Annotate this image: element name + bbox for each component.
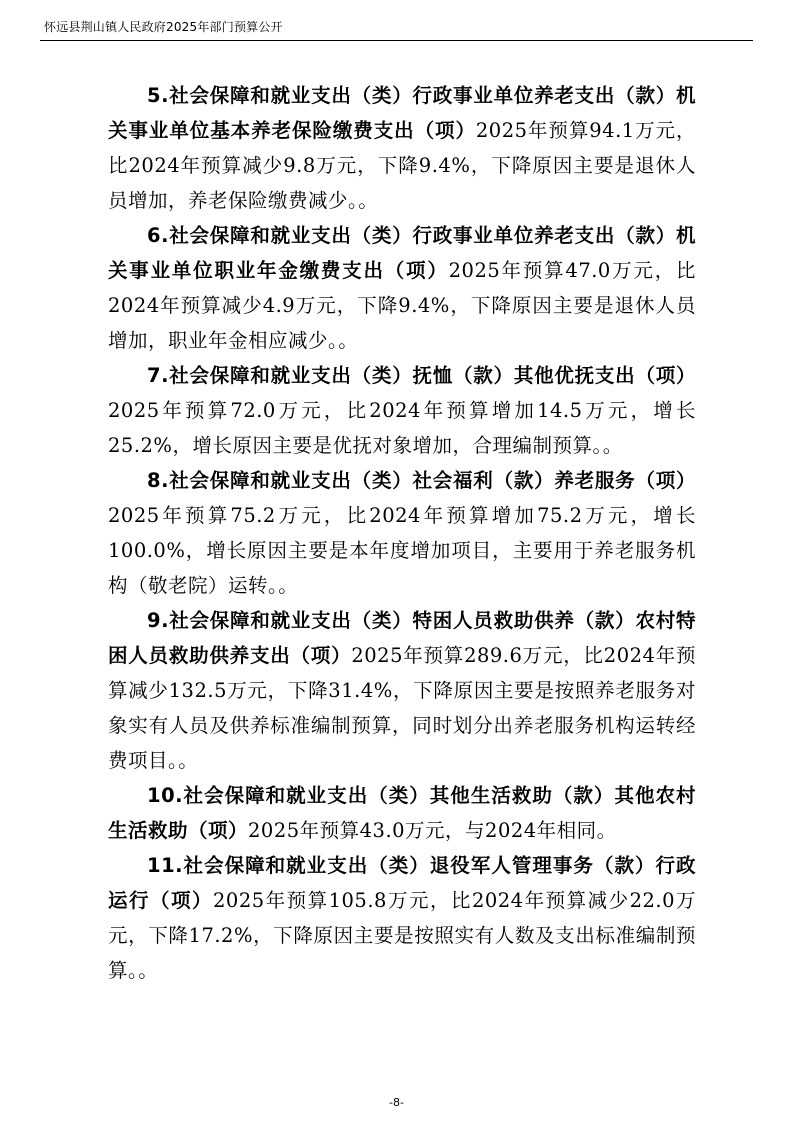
paragraph-body: 2025年预算75.2万元，比2024年预算增加75.2万元，增长100.0%，增长原因主要是本年度增加项目，主要用于养老服务机构（敬老院）运转。。 — [108, 504, 696, 597]
paragraph-item-10 — [108, 778, 696, 848]
paragraph-heading: 10.社会保障和就业支出（类）其他生活救助（款）其他农村生活救助（项） — [108, 784, 696, 842]
page-number: -8- — [389, 1096, 404, 1109]
header-title: 怀远县荆山镇人民政府2025年部门预算公开 — [44, 20, 283, 34]
paragraph-body: 2025年预算47.0万元，比2024年预算减少4.9万元，下降9.4%，下降原因主要是退休人员增加，职业年金相应减少。。 — [108, 259, 696, 352]
paragraph-body: 2025年预算43.0万元，与2024年相同。 — [248, 819, 617, 842]
paragraph-body: 2025年预算289.6万元，比2024年预算减少132.5万元，下降31.4%，下降原因主要是按照养老服务对象实有人员及供养标准编制预算，同时划分出养老服务机构运转经费项目。。 — [108, 644, 696, 772]
paragraph-heading: 5.社会保障和就业支出（类）行政事业单位养老支出（款）机关事业单位基本养老保险缴费支出（项） — [108, 84, 696, 142]
paragraph-body: 2025年预算105.8万元，比2024年预算减少22.0万元，下降17.2%，下降原因主要是按照实有人数及支出标准编制预算。。 — [108, 889, 696, 982]
paragraph-heading: 11.社会保障和就业支出（类）退役军人管理事务（款）行政运行（项） — [108, 854, 696, 912]
paragraph-body: 2025年预算72.0万元，比2024年预算增加14.5万元，增长25.2%，增长原因主要是优抚对象增加，合理编制预算。。 — [108, 399, 696, 457]
paragraph-heading: 8.社会保障和就业支出（类）社会福利（款）养老服务（项） — [147, 469, 696, 492]
document-body — [108, 78, 696, 988]
paragraph-heading: 6.社会保障和就业支出（类）行政事业单位养老支出（款）机关事业单位职业年金缴费支出（项） — [108, 224, 696, 282]
page-header — [40, 20, 753, 41]
paragraph-item-11 — [108, 848, 696, 988]
paragraph-item-5 — [108, 78, 696, 218]
paragraph-item-7 — [108, 358, 696, 463]
paragraph-body: 2025年预算94.1万元，比2024年预算减少9.8万元，下降9.4%，下降原因主要是退休人员增加，养老保险缴费减少。。 — [108, 119, 696, 212]
paragraph-item-6 — [108, 218, 696, 358]
paragraph-item-8 — [108, 463, 696, 603]
paragraph-heading: 7.社会保障和就业支出（类）抚恤（款）其他优抚支出（项） — [147, 364, 696, 387]
paragraph-heading: 9.社会保障和就业支出（类）特困人员救助供养（款）农村特困人员救助供养支出（项） — [108, 609, 696, 667]
paragraph-item-9 — [108, 603, 696, 778]
